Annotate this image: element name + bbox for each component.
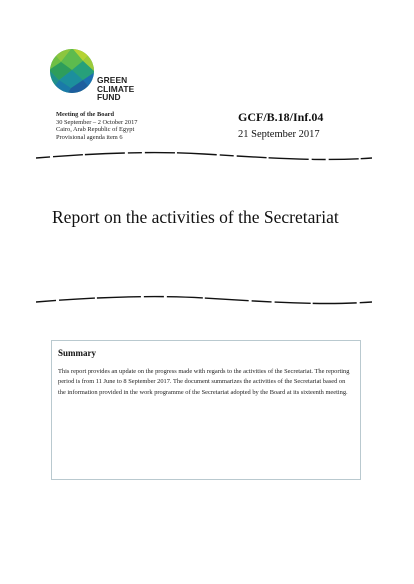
- meeting-dates: 30 September – 2 October 2017: [56, 118, 138, 126]
- green-climate-fund-globe-icon: [49, 48, 95, 94]
- organization-name: [97, 76, 134, 102]
- meeting-info: [56, 111, 137, 141]
- summary-body: This report provides an update on the progress made with regards to the activities of the Secretariat. The reporting period is from 11 June to 8 September 2017. The document summarizes the activities of the Secretariat based on the information provided in the work programme of the Secretariat adopted by the Board at its sixteenth meeting.: [58, 368, 350, 396]
- brand-line-1: GREEN: [97, 75, 128, 85]
- summary-box: [51, 340, 361, 480]
- meeting-location: Cairo, Arab Republic of Egypt: [56, 126, 135, 134]
- brand-line-3: FUND: [97, 92, 121, 103]
- brand-line-2: CLIMATE: [97, 83, 135, 94]
- agenda-item: Provisional agenda item 6: [56, 133, 123, 141]
- summary-heading: Summary: [58, 348, 96, 358]
- document-title: Report on the activities of the Secretariat: [52, 207, 339, 227]
- wave-divider-top: [36, 148, 372, 166]
- document-symbol: GCF/B.18/Inf.04: [238, 110, 324, 124]
- wave-divider-bottom: [36, 292, 372, 310]
- meeting-title: Meeting of the Board: [56, 111, 115, 118]
- document-date: 21 September 2017: [238, 129, 320, 140]
